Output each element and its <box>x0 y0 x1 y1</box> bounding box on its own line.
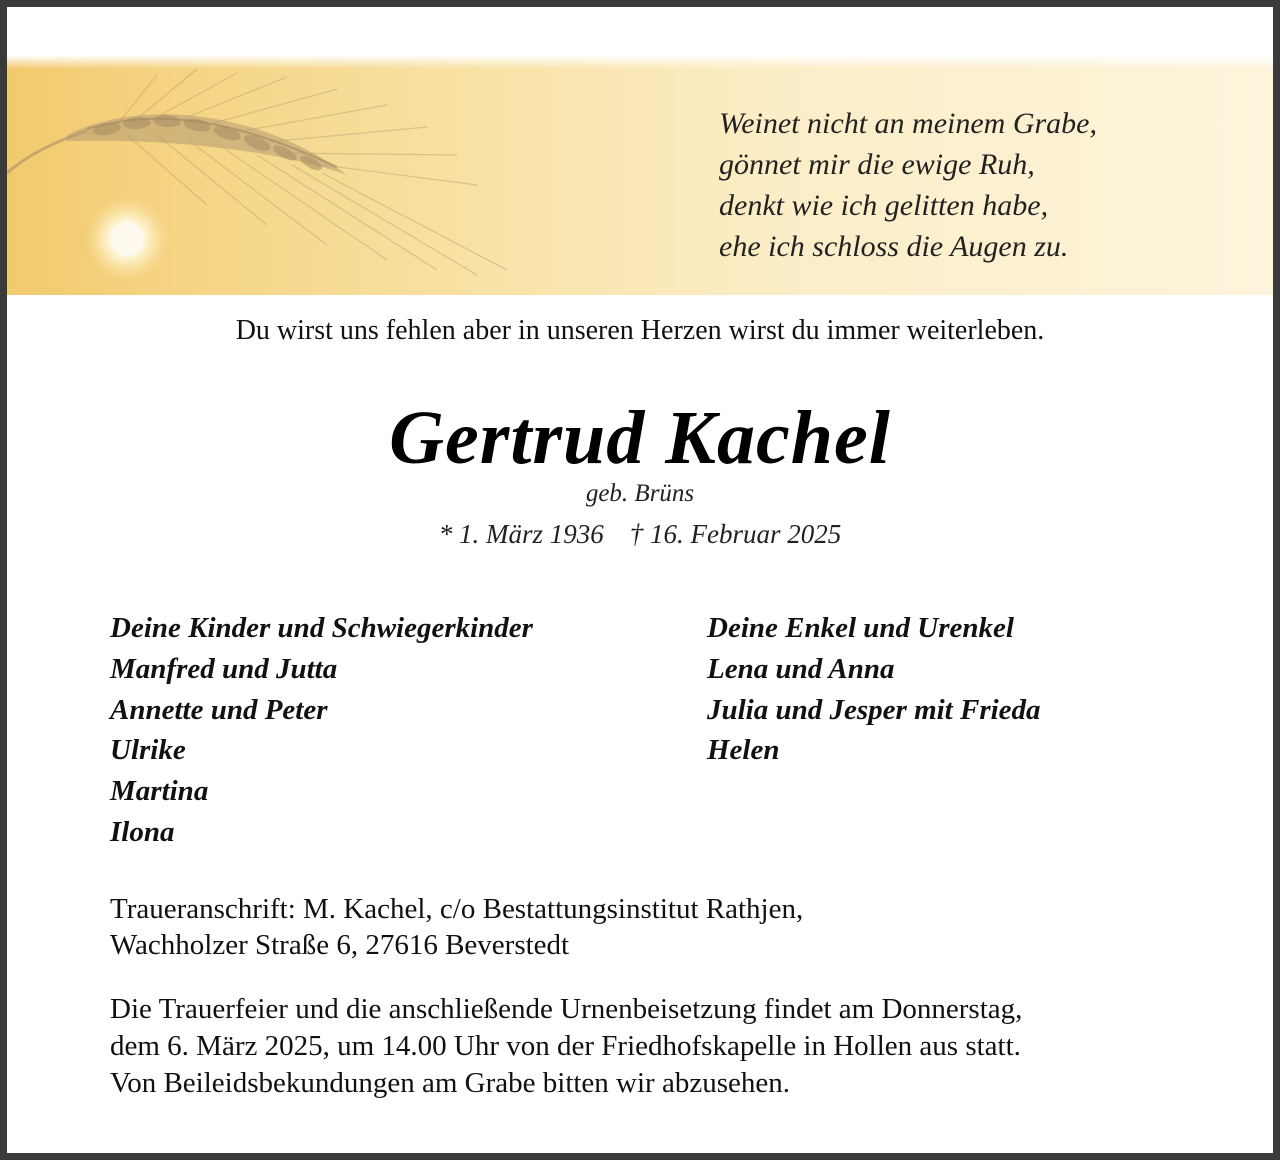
mourner-line: Annette und Peter <box>110 693 328 726</box>
mourner-line: Deine Enkel und Urenkel <box>707 612 1014 644</box>
mourners-grandchildren <box>707 608 1041 771</box>
mourner-line: Martina <box>110 775 209 808</box>
death-date: † 16. Februar 2025 <box>629 519 842 549</box>
address-line: Wachholzer Straße 6, 27616 Beverstedt <box>110 929 570 961</box>
mourners-children <box>110 608 533 853</box>
deceased-name: Gertrud Kachel <box>389 396 891 480</box>
poem-line: Weinet nicht an meinem Grabe, <box>719 107 1097 140</box>
life-dates <box>7 519 1273 550</box>
motto: Du wirst uns fehlen aber in unseren Herzen wirst du immer weiterleben. <box>235 315 1045 346</box>
poem-line: denkt wie ich gelitten habe, <box>719 189 1049 222</box>
mourner-line: Manfred und Jutta <box>110 652 338 685</box>
mourner-line: Deine Kinder und Schwiegerkinder <box>110 612 533 644</box>
mourner-line: Helen <box>707 734 780 767</box>
ceremony-line: dem 6. März 2025, um 14.00 Uhr von der Friedhofskapelle in Hollen aus statt. <box>110 1030 1021 1062</box>
ceremony-notice <box>110 991 1022 1102</box>
mourning-address <box>110 891 803 963</box>
poem-line: gönnet mir die ewige Ruh, <box>719 148 1035 181</box>
mourner-line: Lena und Anna <box>707 652 895 685</box>
mourner-line: Ilona <box>110 815 175 848</box>
poem-line: ehe ich schloss die Augen zu. <box>719 230 1069 263</box>
mourner-line: Ulrike <box>110 734 186 767</box>
poem <box>719 103 1097 267</box>
birth-date: * 1. März 1936 <box>438 519 604 549</box>
ceremony-line: Von Beileidsbekundungen am Grabe bitten wir abzusehen. <box>110 1067 790 1099</box>
mourner-line: Julia und Jesper mit Frieda <box>707 693 1041 726</box>
banner-top-fade <box>7 55 1273 69</box>
address-line: Traueranschrift: M. Kachel, c/o Bestattungsinstitut Rathjen, <box>110 893 804 925</box>
maiden-name: geb. Brüns <box>585 480 695 507</box>
ceremony-line: Die Trauerfeier und die anschließende Urnenbeisetzung findet am Donnerstag, <box>110 993 1023 1025</box>
header-banner <box>7 55 1273 295</box>
